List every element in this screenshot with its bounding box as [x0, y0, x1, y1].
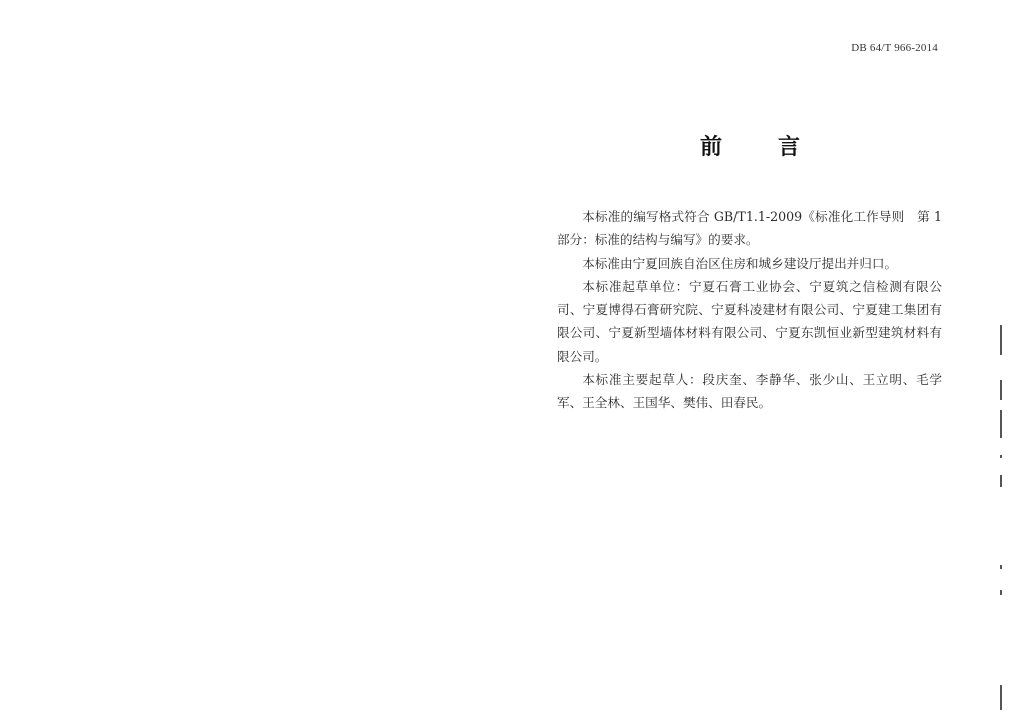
- preface-body: [557, 205, 942, 415]
- paragraph-drafters: 本标准主要起草人：段庆奎、李静华、张少山、王立明、毛学军、王全林、王国华、樊伟、田春民。: [557, 372, 942, 411]
- paragraph-proposer: 本标准由宁夏回族自治区住房和城乡建设厅提出并归口。: [582, 255, 898, 271]
- page-title: [700, 130, 800, 161]
- title-char-2: 言: [777, 134, 800, 160]
- standard-code: DB 64/T 966-2014: [851, 42, 938, 54]
- scan-edge-marks: [1000, 325, 1004, 715]
- paragraph-format: 本标准的编写格式符合 GB/T1.1-2009《标准化工作导则 第 1 部分：标准的结构与编写》的要求。: [557, 209, 942, 248]
- paragraph-drafting-units: 本标准起草单位：宁夏石膏工业协会、宁夏筑之信检测有限公司、宁夏博得石膏研究院、宁夏科凌建材有限公司、宁夏建工集团有限公司、宁夏新型墙体材料有限公司、宁夏东凯恒业新型建筑材料有限公司。: [557, 278, 942, 364]
- title-char-1: 前: [700, 134, 723, 160]
